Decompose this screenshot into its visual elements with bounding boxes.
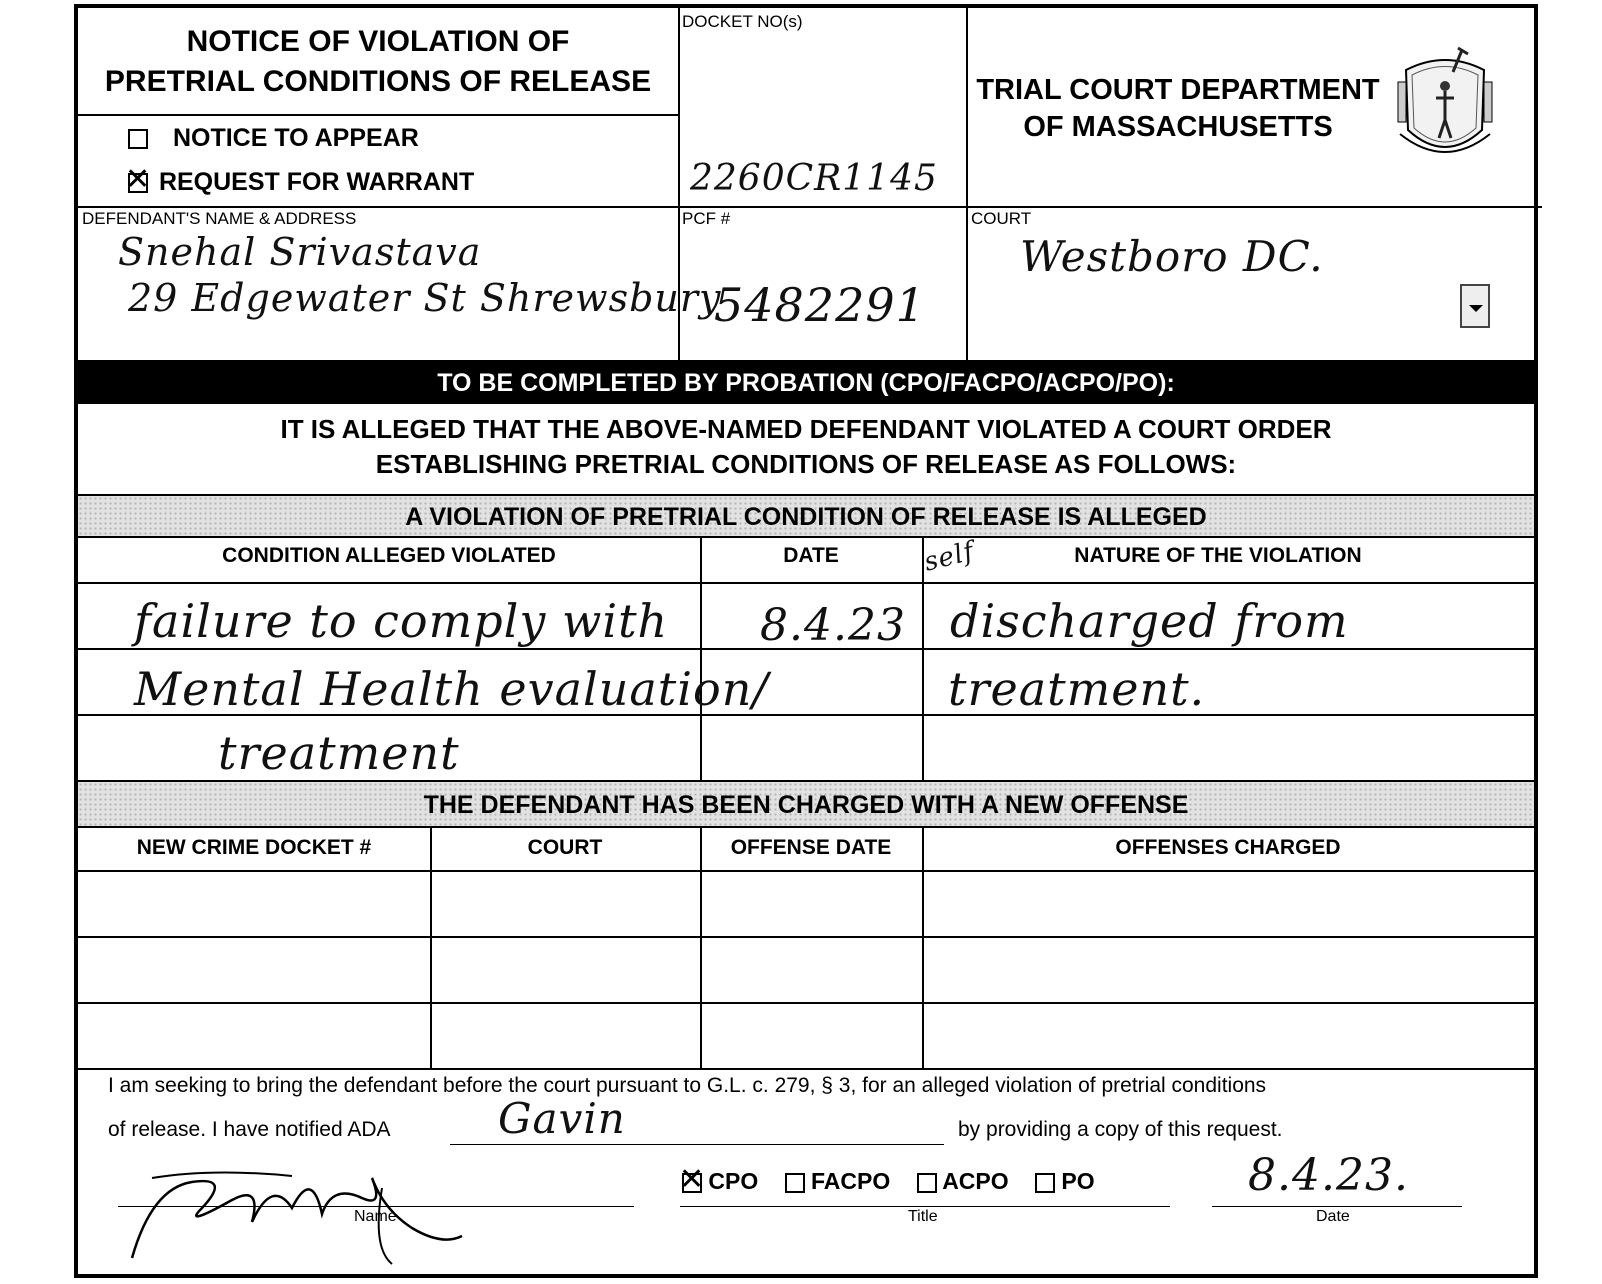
title-option-cpo[interactable]	[682, 1168, 758, 1194]
form-title	[78, 22, 678, 102]
statement-suffix: by providing a copy of this request.	[958, 1118, 1283, 1141]
pcf-label: PCF #	[682, 209, 731, 228]
nature-note[interactable]: self	[921, 536, 978, 578]
nature-line1[interactable]: discharged from	[950, 594, 1349, 648]
docket-value[interactable]: 2260CR1145	[690, 158, 938, 199]
signature	[122, 1148, 482, 1273]
statement-line1: I am seeking to bring the defendant before the court pursuant to G.L. c. 279, § 3, for an alleged violation of pretrial conditions	[108, 1074, 1267, 1097]
chevron-down-icon	[1469, 305, 1483, 312]
court-value[interactable]: Westboro DC.	[1020, 232, 1324, 281]
court-department-line2: OF MASSACHUSETTS	[1023, 111, 1333, 143]
date-label: Date	[1316, 1208, 1350, 1225]
defendant-label: DEFENDANT'S NAME & ADDRESS	[82, 209, 357, 228]
acpo-label: ACPO	[942, 1168, 1009, 1194]
new-offense-banner: THE DEFENDANT HAS BEEN CHARGED WITH A NEW OFFENSE	[78, 782, 1534, 826]
po-checkbox[interactable]	[1035, 1173, 1055, 1193]
column-docket-header: NEW CRIME DOCKET #	[136, 836, 372, 859]
title-option-facpo[interactable]	[785, 1168, 891, 1194]
cpo-label: CPO	[708, 1168, 759, 1194]
name-label: Name	[354, 1208, 397, 1225]
facpo-label: FACPO	[811, 1168, 891, 1194]
title-label: Title	[908, 1208, 938, 1225]
column-court-header: COURT	[527, 836, 603, 859]
probation-banner: TO BE COMPLETED BY PROBATION (CPO/FACPO/ACPO/PO):	[78, 360, 1534, 404]
condition-line3[interactable]: treatment	[218, 726, 460, 780]
court-department	[968, 72, 1388, 146]
signed-date[interactable]: 8.4.23.	[1248, 1150, 1409, 1201]
request-for-warrant-label: REQUEST FOR WARRANT	[158, 168, 475, 196]
notice-of-violation-form	[74, 4, 1538, 1278]
condition-line2[interactable]: Mental Health evaluation/	[134, 662, 769, 716]
nature-line2[interactable]: treatment.	[948, 662, 1206, 716]
acpo-checkbox[interactable]	[917, 1173, 937, 1193]
violation-banner: A VIOLATION OF PRETRIAL CONDITION OF RELEASE IS ALLEGED	[78, 496, 1534, 536]
court-label: COURT	[971, 209, 1032, 228]
court-department-line1: TRIAL COURT DEPARTMENT	[976, 74, 1380, 106]
title-option-acpo[interactable]	[917, 1168, 1009, 1194]
form-title-line1: NOTICE OF VIOLATION OF	[186, 25, 570, 58]
allegation-line2: ESTABLISHING PRETRIAL CONDITIONS OF RELEASE AS FOLLOWS:	[375, 449, 1237, 479]
notice-to-appear-option[interactable]	[128, 124, 419, 153]
pcf-value[interactable]: 5482291	[714, 278, 926, 332]
column-condition-header: CONDITION ALLEGED VIOLATED	[222, 544, 556, 567]
ada-name[interactable]: Gavin	[498, 1094, 626, 1143]
po-label: PO	[1061, 1168, 1095, 1194]
docket-label: DOCKET NO(s)	[682, 12, 803, 31]
allegation-line1: IT IS ALLEGED THAT THE ABOVE-NAMED DEFENDANT VIOLATED A COURT ORDER	[280, 414, 1332, 444]
violation-date[interactable]: 8.4.23	[760, 600, 906, 651]
condition-line1[interactable]: failure to comply with	[134, 594, 669, 648]
defendant-name[interactable]: Snehal Srivastava	[118, 230, 482, 274]
column-offense-date-header: OFFENSE DATE	[730, 836, 892, 859]
allegation-text	[78, 412, 1534, 482]
column-date-header: DATE	[783, 544, 839, 567]
cpo-checkbox[interactable]	[682, 1173, 702, 1193]
notice-to-appear-label: NOTICE TO APPEAR	[172, 124, 419, 152]
title-option-po[interactable]	[1035, 1168, 1095, 1194]
massachusetts-seal-icon	[1396, 42, 1494, 171]
facpo-checkbox[interactable]	[785, 1173, 805, 1193]
court-dropdown-button[interactable]	[1460, 284, 1490, 328]
request-for-warrant-option[interactable]	[128, 168, 474, 197]
request-for-warrant-checkbox[interactable]	[128, 173, 148, 193]
form-title-line2: PRETRIAL CONDITIONS OF RELEASE	[104, 65, 652, 98]
notice-to-appear-checkbox[interactable]	[128, 129, 148, 149]
defendant-address[interactable]: 29 Edgewater St Shrewsbury	[128, 276, 722, 320]
statement-prefix: of release. I have notified ADA	[108, 1118, 391, 1141]
column-nature-header: NATURE OF THE VIOLATION	[1074, 544, 1362, 567]
title-options	[682, 1168, 1095, 1195]
column-offenses-charged-header: OFFENSES CHARGED	[1115, 836, 1341, 859]
